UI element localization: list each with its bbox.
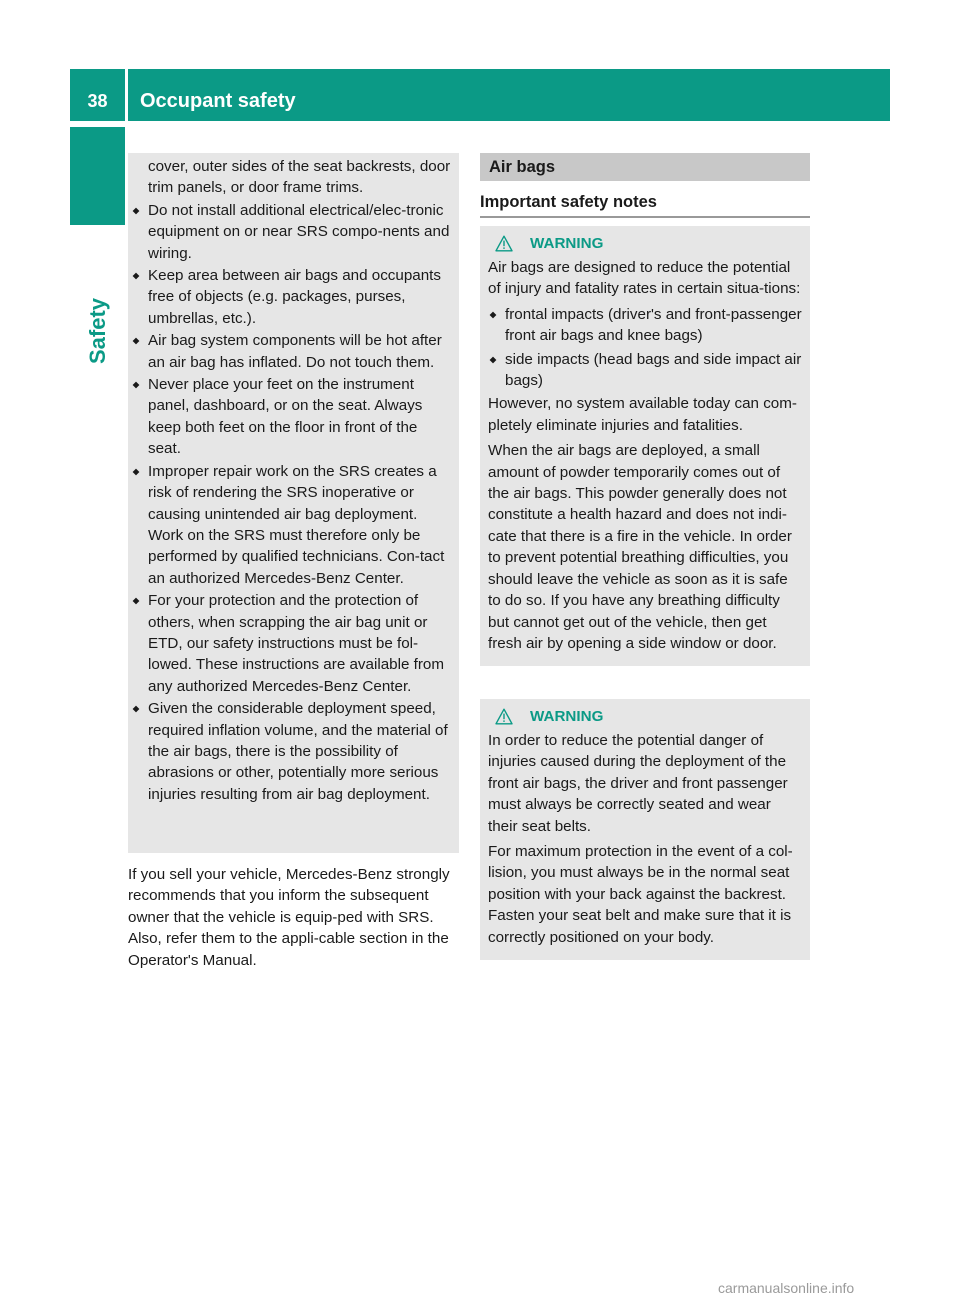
warning-box-1 bbox=[480, 226, 810, 666]
closing-paragraph: If you sell your vehicle, Mercedes-Benz strongly recommends that you inform the subsequent owner that the vehicle is equip-ped with SRS. Also, refer them to the appli-cable section in the Operator's Manual. bbox=[128, 866, 450, 969]
continued-text: cover, outer sides of the seat backrests, door trim panels, or door frame trims. bbox=[148, 158, 451, 197]
warning-triangle-icon bbox=[495, 708, 513, 725]
warning-intro: Air bags are designed to reduce the potential of injury and fatality rates in certain situa-tions: bbox=[488, 259, 801, 298]
page-title: Occupant safety bbox=[140, 90, 296, 112]
header-divider bbox=[125, 69, 128, 121]
list-item: Keep area between air bags and occupants free of objects (e.g. packages, purses, umbrellas, etc.). bbox=[131, 265, 453, 329]
warning-paragraph: For maximum protection in the event of a col-lision, you must always be in the normal seat position with your back against the backrest. Fasten your seat belt and make sure that it is correctly positioned on your body. bbox=[488, 843, 793, 946]
side-tab-label: Safety bbox=[85, 297, 110, 364]
watermark: carmanualsonline.info bbox=[718, 1280, 855, 1296]
subheading: Important safety notes bbox=[480, 193, 657, 211]
warning-box-2 bbox=[480, 699, 810, 960]
warning-header bbox=[488, 232, 803, 257]
left-bullet-list bbox=[131, 156, 453, 806]
warning-paragraph: In order to reduce the potential danger of injuries caused during the deployment of the front air bags, the driver and front passenger must always be correctly seated and wear their seat belts. bbox=[488, 732, 788, 835]
list-item: frontal impacts (driver's and front-passenger front air bags and knee bags) bbox=[488, 304, 803, 347]
page-number: 38 bbox=[87, 91, 108, 111]
warning-triangle-icon bbox=[495, 235, 513, 252]
warning-label: WARNING bbox=[530, 235, 604, 252]
subheading-rule bbox=[480, 216, 810, 218]
list-item: Never place your feet on the instrument panel, dashboard, or on the seat. Always keep both feet on the floor in front of the seat. bbox=[131, 374, 453, 460]
list-item: Improper repair work on the SRS creates a risk of rendering the SRS inoperative or causing unintended air bag deployment. Work on the SRS must therefore only be performed by qualified technicians. Con-tact an authorized Mercedes-Benz Center. bbox=[131, 461, 453, 589]
side-tab bbox=[70, 127, 125, 225]
list-item: For your protection and the protection of others, when scrapping the air bag unit or ETD, our safety instructions must be fol-lowed. These instructions are available from any authorized Mercedes-Benz Center. bbox=[131, 590, 453, 697]
warning-paragraph: However, no system available today can com-pletely eliminate injuries and fatalities. bbox=[488, 395, 797, 434]
warning-label: WARNING bbox=[530, 708, 604, 725]
list-item: Do not install additional electrical/elec-tronic equipment on or near SRS compo-nents and wiring. bbox=[131, 200, 453, 264]
section-title: Air bags bbox=[489, 158, 556, 176]
list-item: Air bag system components will be hot after an air bag has inflated. Do not touch them. bbox=[131, 330, 453, 373]
list-item: side impacts (head bags and side impact air bags) bbox=[488, 349, 803, 392]
warning-header bbox=[488, 705, 803, 730]
closing-paragraph-block bbox=[128, 864, 453, 971]
warning-paragraph: When the air bags are deployed, a small amount of powder temporarily comes out of the air bags. This powder generally does not constitute a health hazard and does not indi-cate that there is a fire in the vehicle. In order to prevent potential breathing difficulties, you should leave the vehicle as soon as it is safe to do so. If you have any breathing difficulty but cannot get out of the vehicle, then get fresh air by opening a side window or door. bbox=[488, 442, 792, 652]
list-item: Given the considerable deployment speed, required inflation volume, and the material of the air bags, there is the possibility of abrasions or other, potentially more serious injuries resulting from air bag deployment. bbox=[131, 698, 453, 805]
